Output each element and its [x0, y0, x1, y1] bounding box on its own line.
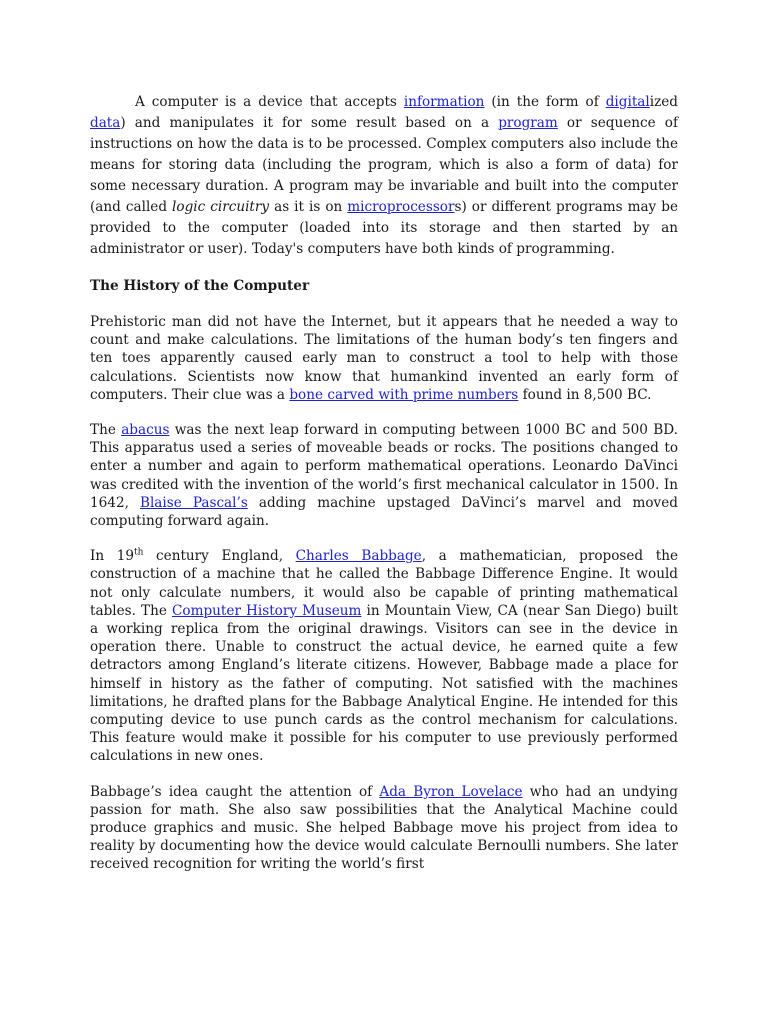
p2-text-2: was the next leap forward in computing between 1000 BC and 500 BD. This apparatus used a series of moveable beads or rocks. The positions changed to enter a number and again to perform mathematical operations. Leonardo DaVinci was credited with the invention of the world’s first mechanical calculator in 1500. In 1642, — [90, 422, 678, 511]
link-blaise-pascal[interactable]: Blaise Pascal’s — [139, 494, 248, 511]
intro-text-3: ized — [649, 94, 678, 110]
link-ada-byron-lovelace[interactable]: Ada Byron Lovelace — [379, 783, 523, 800]
babbage-paragraph — [90, 547, 678, 765]
intro-text-2: (in the form of — [484, 94, 606, 110]
superscript-th: th — [134, 547, 144, 558]
lovelace-paragraph — [90, 783, 678, 874]
link-bone-carved[interactable]: bone carved with prime numbers — [289, 386, 519, 403]
p1-text-1: Prehistoric man did not have the Internet, but it appears that he needed a way to count and make calculations. The limitations of the human body’s ten fingers and ten toes apparently caused early man to construct a tool to help with those calculations. Scientists now know that humankind invented an early form of computers. Their clue was a — [90, 314, 678, 403]
link-charles-babbage[interactable]: Charles Babbage — [295, 548, 422, 565]
intro-paragraph — [90, 92, 678, 260]
p3-text-4: in Mountain View, CA (near San Diego) built a working replica from the original drawings. Visitors can see in the device in operation there. Unable to construct the actual device, he earned quite a few detractors among England’s literate citizens. However, Babbage made a place for himself in history as the father of computing. Not satisfied with the machines limitations, he drafted plans for the Babbage Analytical Engine. He intended for this computing device to use punch cards as the control mechanism for calculations. This feature would make it possible for his computer to use previously performed calculations in new ones. — [90, 602, 678, 765]
p3-text-2: century England, — [143, 548, 296, 565]
link-computer-history-museum[interactable]: Computer History Museum — [172, 602, 362, 619]
intro-text-1: A computer is a device that accepts — [135, 94, 404, 110]
link-information[interactable]: information — [403, 94, 485, 110]
document-page — [90, 92, 678, 891]
p4-text-2: who had an undying passion for math. She also saw possibilities that the Analytical Machine could produce graphics and music. She helped Babbage move his project from idea to reality by documenting how the device would calculate Bernoulli numbers. She later received recognition for writing the world’s first — [90, 783, 678, 873]
p3-text-1: In 19 — [90, 548, 135, 565]
logic-circuitry-italic: logic circuitry — [172, 199, 270, 215]
link-data[interactable]: data — [90, 115, 121, 131]
abacus-paragraph — [90, 421, 678, 530]
p3-text-3: , a mathematician, proposed the construction of a machine that he called the Babbage Difference Engine. It would not only calculate numbers, it would also be capable of printing mathematical tables. The — [90, 548, 678, 619]
link-microprocessor[interactable]: microprocessor — [347, 199, 455, 215]
link-abacus[interactable]: abacus — [121, 422, 170, 439]
intro-text-4: ) and manipulates it for some result based on a — [120, 115, 499, 131]
p4-text-1: Babbage’s idea caught the attention of — [90, 783, 380, 800]
p2-text-1: The — [90, 422, 122, 439]
intro-text-7: s) or different programs may be provided to the computer (loaded into its storage and then started by an administrator or user). Today's computers have both kinds of programming. — [90, 199, 678, 257]
link-program[interactable]: program — [498, 115, 558, 131]
p2-text-3: adding machine upstaged DaVinci’s marvel and moved computing forward again. — [90, 494, 678, 530]
section-heading: The History of the Computer — [90, 278, 310, 294]
p1-text-2: found in 8,500 BC. — [518, 386, 652, 403]
link-digital[interactable]: digital — [605, 94, 650, 110]
intro-text-5: or sequence of instructions on how the data is to be processed. Complex computers also include the means for storing data (including the program, which is also a form of data) for some necessary duration. A program may be invariable and built into the computer (and called — [90, 115, 679, 215]
prehistoric-paragraph — [90, 313, 678, 404]
intro-text-6: as it is on — [269, 199, 348, 215]
